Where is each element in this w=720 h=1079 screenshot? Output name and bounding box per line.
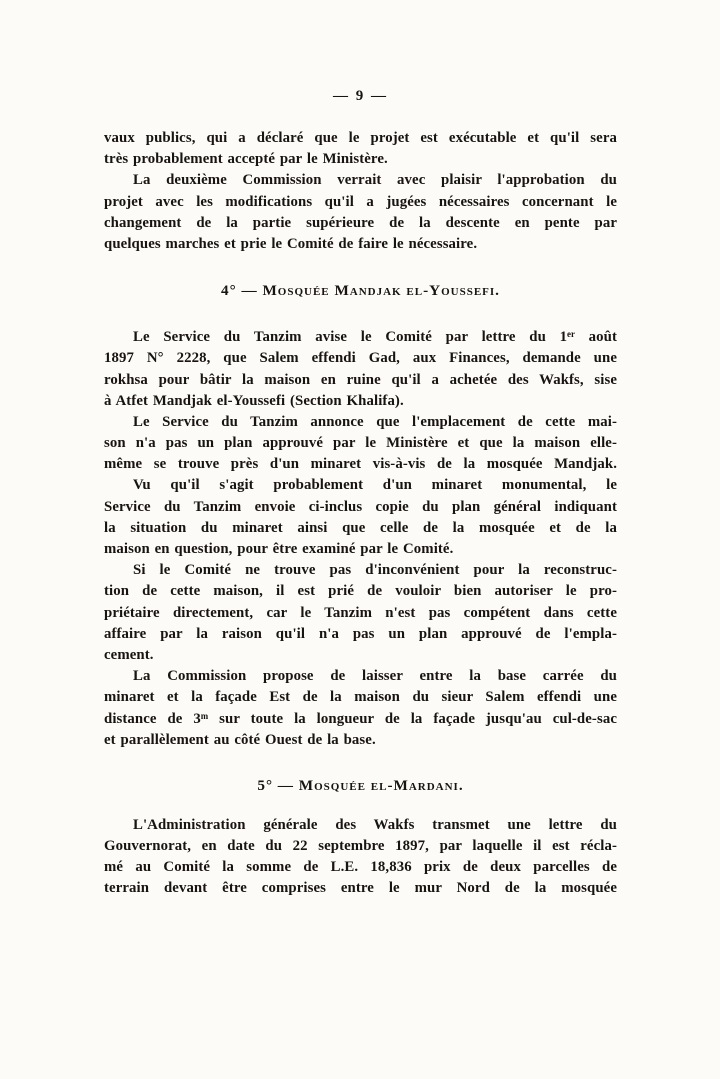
text-line: quelques marches et prie le Comité de faire le nécessaire. (104, 235, 478, 252)
text-line: Si le Comité ne trouve pas d'inconvénient pour la reconstruc- (133, 562, 617, 579)
text-line: son n'a pas un plan approuvé par le Ministère et que la maison elle- (104, 435, 617, 452)
text-line: L'Administration générale des Wakfs transmet une lettre du (133, 816, 617, 833)
text-line: minaret et la façade Est de la maison du sieur Salem effendi une (104, 689, 617, 706)
text-line: à Atfet Mandjak el-Youssefi (Section Khalifa). (104, 392, 404, 409)
paragraph (104, 412, 617, 476)
paragraph (104, 128, 617, 170)
text-line: La Commission propose de laisser entre la base carrée du (133, 668, 617, 685)
text-line: mé au Comité la somme de L.E. 18,836 prix de deux parcelles de (104, 859, 617, 876)
paragraph (104, 666, 617, 751)
text-line: projet avec les modifications qu'il a jugées nécessaires concernant le (104, 193, 617, 210)
text-line: très probablement accepté par le Ministère. (104, 151, 388, 168)
section-heading-mosquee-mandjak: 4° — Mosquée Mandjak el-Youssefi. (221, 282, 500, 300)
text-line: rokhsa pour bâtir la maison en ruine qu'il a achetée des Wakfs, sise (104, 371, 617, 388)
text-line: priétaire directement, car le Tanzim n'est pas compétent dans cette (104, 604, 617, 621)
text-line: Le Service du Tanzim avise le Comité par lettre du 1ᵉʳ août (133, 329, 617, 346)
text-line: 1897 N° 2228, que Salem effendi Gad, aux Finances, demande une (104, 350, 617, 367)
text-line: terrain devant être comprises entre le mur Nord de la mosquée (104, 880, 617, 897)
text-line: cement. (104, 646, 154, 663)
text-line: tion de cette maison, il est prié de vouloir bien autoriser le pro- (104, 583, 617, 600)
text-line: changement de la partie supérieure de la descente en pente par (104, 214, 617, 231)
text-line: maison en question, pour être examiné par le Comité. (104, 541, 454, 557)
section-heading-mosquee-el-mardani: 5° — Mosquée el-Mardani. (257, 776, 464, 794)
page-number: — 9 — (333, 88, 388, 104)
text-line: Vu qu'il s'agit probablement d'un minaret monumental, le (133, 477, 617, 494)
paragraph (104, 560, 617, 666)
text-line: la situation du minaret ainsi que celle de la mosquée et de la (104, 519, 617, 536)
text-line: La deuxième Commission verrait avec plaisir l'approbation du (133, 172, 617, 189)
text-column (104, 128, 617, 900)
paragraph (104, 475, 617, 560)
text-line: et parallèlement au côté Ouest de la base. (104, 731, 376, 748)
paragraph (104, 327, 617, 412)
text-line: même se trouve près d'un minaret vis-à-vis de la mosquée Mandjak. (104, 456, 617, 473)
text-line: distance de 3ᵐ sur toute la longueur de la façade jusqu'au cul-de-sac (104, 710, 617, 727)
text-line: vaux publics, qui a déclaré que le projet est exécutable et qu'il sera (104, 130, 617, 146)
paragraph (104, 170, 617, 255)
paragraph (104, 815, 617, 900)
text-line: affaire par la raison qu'il n'a pas un plan approuvé de l'empla- (104, 625, 617, 642)
text-line: Service du Tanzim envoie ci-inclus copie du plan général indiquant (104, 498, 617, 515)
text-line: Gouvernorat, en date du 22 septembre 1897, par laquelle il est récla- (104, 838, 617, 855)
text-line: Le Service du Tanzim annonce que l'emplacement de cette mai- (133, 413, 617, 430)
